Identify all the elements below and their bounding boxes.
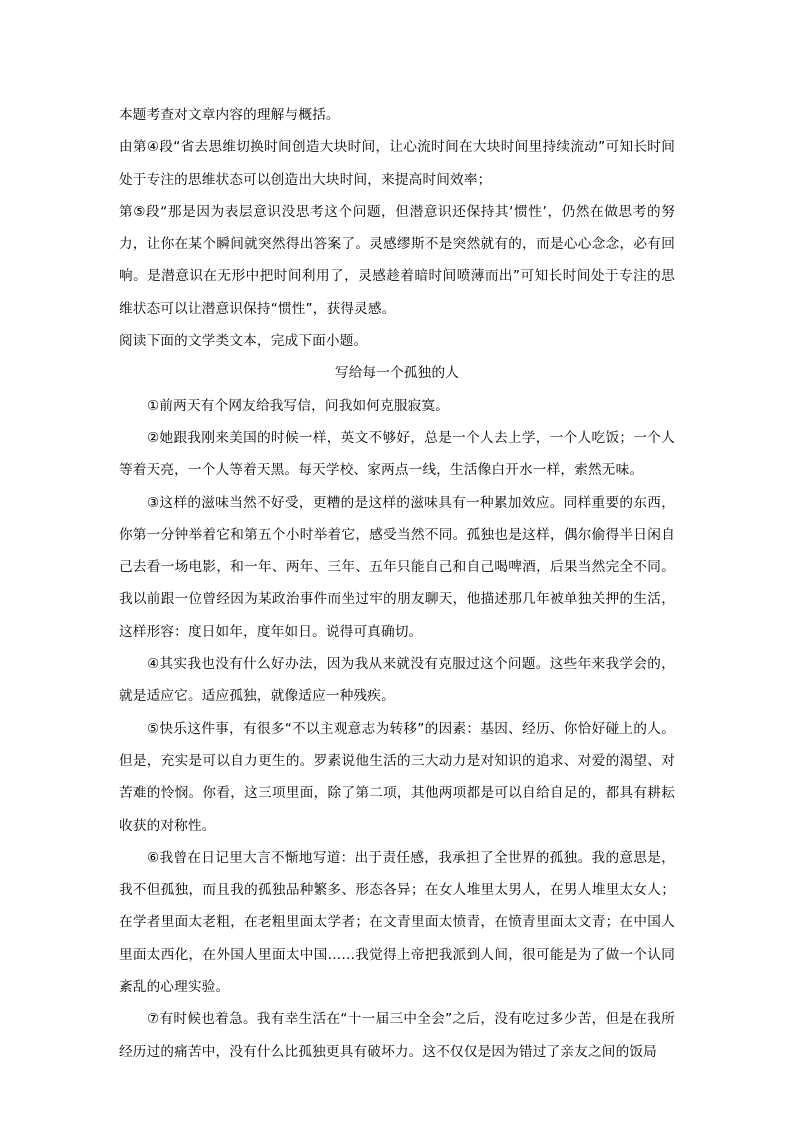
- document-body: [119, 99, 675, 1068]
- article-paragraph-5: ⑤快乐这件事，有很多“不以主观意志为转移”的因素：基因、经历、你恰好碰上的人。但是，充实是可以自力更生的。罗素说他生活的三大动力是对知识的追求、对爱的渴望、对苦难的怜悯。你看，这三项里面，除了第二项，其他两项都是可以自给自足的，都具有耕耘收获的对称性。: [119, 720, 675, 834]
- answer-paragraph-4: 由第④段“省去思维切换时间创造大块时间，让心流时间在大块时间里持续流动”可知长时间处于专注的思维状态可以创造出大块时间，来提高时间效率；: [119, 139, 675, 188]
- article-title: 写给每一个孤独的人: [334, 365, 460, 382]
- article-paragraph-1: ①前两天有个网友给我写信，问我如何克服寂寞。: [147, 397, 450, 414]
- article-paragraph-2: ②她跟我刚来美国的时候一样，英文不够好，总是一个人去上学，一个人吃饭；一个人等着天亮，一个人等着天黑。每天学校、家两点一线，生活像白开水一样，索然无味。: [119, 429, 675, 479]
- reading-instruction: 阅读下面的文学类文本，完成下面小题。: [119, 333, 368, 350]
- answer-paragraph-5: 第⑤段“那是因为表层意识没思考这个问题，但潜意识还保持其‘惯性’，仍然在做思考的努力，让你在某个瞬间就突然得出答案了。灵感缪斯不是突然就有的，而是心心念念，必有回响。是潜意识在无形中把时间利用了，灵感趁着暗时间喷薄而出”可知长时间处于专注的思维状态可以让潜意识保持“惯性”，获得灵感。: [119, 203, 675, 317]
- article-paragraph-7: ⑦有时候也着急。我有幸生活在“十一届三中全会”之后，没有吃过多少苦，但是在我所经历过的痛苦中，没有什么比孤独更具有破坏力。这不仅仅是因为错过了亲友之间的饭局: [119, 1011, 675, 1060]
- article-paragraph-6: ⑥我曾在日记里大言不惭地写道：出于责任感，我承担了全世界的孤独。我的意思是，我不但孤独，而且我的孤独品种繁多、形态各异；在女人堆里太男人，在男人堆里太女人；在学者里面太老粗，在老粗里面太学者；在文青里面太愤青，在愤青里面太文青；在中国人里面太西化，在外国人里面太中国……我觉得上帝把我派到人间，很可能是为了做一个认同紊乱的心理实验。: [119, 849, 675, 996]
- article-paragraph-3: ③这样的滋味当然不好受，更糟的是这样的滋味具有一种累加效应。同样重要的东西，你第一分钟举着它和第五个小时举着它，感受当然不同。孤独也是这样，偶尔偷得半日闲自己去看一场电影，和一年、两年、三年、五年只能自己和自己喝啤酒，后果当然完全不同。我以前跟一位曾经因为某政治事件而坐过牢的朋友聊天，他描述那几年被单独关押的生活，这样形容：度日如年，度年如日。说得可真确切。: [119, 494, 675, 640]
- answer-summary-line: 本题考查对文章内容的理解与概括。: [119, 107, 340, 123]
- article-paragraph-4: ④其实我也没有什么好办法，因为我从来就没有克服过这个问题。这些年来我学会的，就是适应它。适应孤独，就像适应一种残疾。: [119, 656, 675, 705]
